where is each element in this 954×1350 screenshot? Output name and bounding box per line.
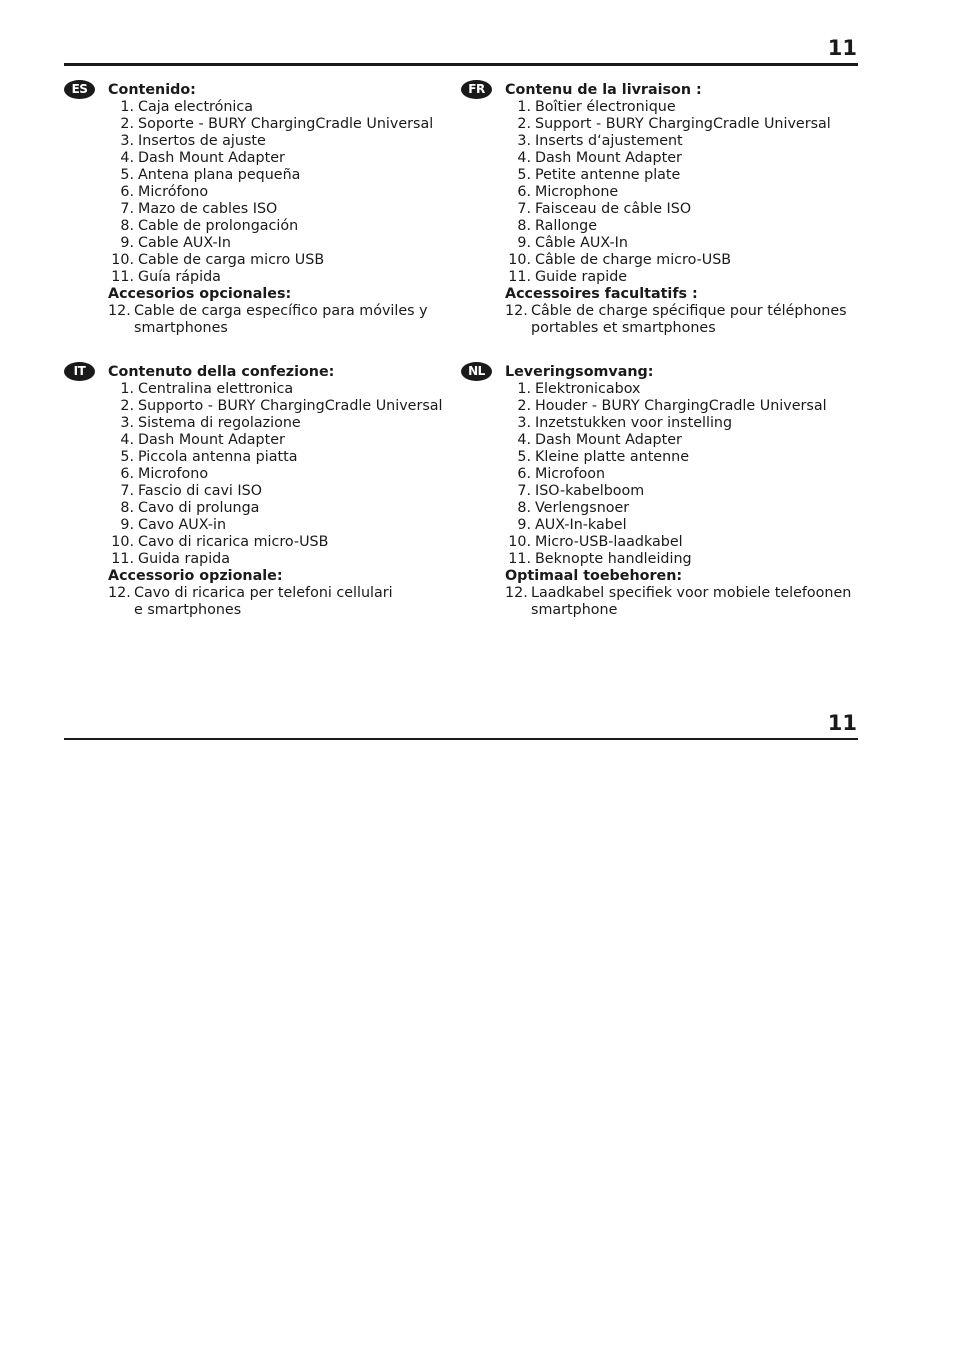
item-text: Caja electrónica — [138, 99, 254, 115]
item-number: 4. — [517, 432, 531, 448]
list-item — [108, 99, 508, 116]
item-text: Fascio di cavi ISO — [138, 483, 262, 499]
item-number: 5. — [517, 449, 531, 465]
item-text: Cavo AUX-in — [138, 517, 227, 533]
accessories-list — [108, 585, 508, 619]
list-item — [505, 517, 905, 534]
item-text: Cable de carga específico para móviles y smartphones — [134, 303, 428, 336]
item-text: Elektronicabox — [535, 381, 641, 397]
item-number: 10. — [111, 252, 134, 268]
item-number: 2. — [120, 398, 134, 414]
item-number: 5. — [120, 167, 134, 183]
list-item — [505, 218, 905, 235]
item-text: Support - BURY ChargingCradle Universal — [535, 116, 831, 132]
list-item — [108, 483, 508, 500]
item-number: 12. — [108, 585, 131, 601]
section-es — [71, 82, 508, 337]
item-number: 3. — [120, 133, 134, 149]
item-text: Houder - BURY ChargingCradle Universal — [535, 398, 827, 414]
item-number: 11. — [508, 269, 531, 285]
item-text: Câble AUX-In — [535, 235, 628, 251]
list-item — [505, 184, 905, 201]
section-it — [73, 364, 508, 619]
item-number: 5. — [120, 449, 134, 465]
accessories-list — [505, 585, 905, 619]
list-item — [505, 235, 905, 252]
item-text: Insertos de ajuste — [138, 133, 266, 149]
item-number: 7. — [120, 201, 134, 217]
item-number: 12. — [505, 303, 528, 319]
item-number: 6. — [517, 466, 531, 482]
item-text: Inzetstukken voor instelling — [535, 415, 733, 431]
item-number: 3. — [517, 133, 531, 149]
item-text: Guide rapide — [535, 269, 628, 285]
item-text: Verlengsnoer — [535, 500, 630, 516]
item-text: Centralina elettronica — [138, 381, 294, 397]
item-text: Boîtier électronique — [535, 99, 676, 115]
item-number: 11. — [508, 551, 531, 567]
item-text: Cavo di ricarica per telefoni cellulari e smartphones — [134, 585, 393, 618]
item-text: Faisceau de câble ISO — [535, 201, 692, 217]
item-text: Cable de carga micro USB — [138, 252, 325, 268]
item-number: 4. — [120, 150, 134, 166]
item-number: 6. — [120, 184, 134, 200]
item-number: 4. — [120, 432, 134, 448]
list-item — [505, 201, 905, 218]
list-item — [108, 235, 508, 252]
page-number-top: 11 — [827, 36, 857, 60]
item-text: Guía rápida — [138, 269, 221, 285]
item-number: 1. — [120, 381, 134, 397]
item-number: 6. — [120, 466, 134, 482]
item-number: 8. — [120, 218, 134, 234]
list-item — [505, 466, 905, 483]
item-number: 6. — [517, 184, 531, 200]
top-rule — [64, 63, 858, 66]
section-heading: Leveringsomvang: — [505, 364, 654, 380]
accessories-heading: Optimaal toebehoren: — [505, 568, 683, 584]
item-text: ISO-kabelboom — [535, 483, 645, 499]
item-text: Cable de prolongación — [138, 218, 299, 234]
item-text: Dash Mount Adapter — [138, 432, 285, 448]
item-number: 3. — [517, 415, 531, 431]
section-heading: Contenido: — [108, 82, 196, 98]
item-text: Microfono — [138, 466, 209, 482]
item-number: 10. — [508, 252, 531, 268]
list-item — [505, 150, 905, 167]
list-item — [108, 184, 508, 201]
item-text: Câble de charge spécifique pour téléphones portables et smartphones — [531, 303, 847, 336]
list-item — [505, 303, 905, 337]
item-number: 11. — [111, 551, 134, 567]
list-item — [505, 99, 905, 116]
item-number: 7. — [517, 483, 531, 499]
list-item — [108, 398, 508, 415]
item-number: 1. — [517, 381, 531, 397]
list-item — [505, 133, 905, 150]
content-list — [505, 99, 905, 286]
list-item — [505, 398, 905, 415]
item-text: Inserts d‘ajustement — [535, 133, 683, 149]
content-list — [108, 99, 508, 286]
bottom-rule — [64, 738, 858, 740]
item-text: Soporte - BURY ChargingCradle Universal — [138, 116, 434, 132]
item-number: 9. — [517, 517, 531, 533]
item-number: 8. — [517, 500, 531, 516]
list-item — [108, 551, 508, 568]
item-number: 1. — [120, 99, 134, 115]
item-text: AUX-In-kabel — [535, 517, 627, 533]
list-item — [108, 585, 508, 619]
section-heading: Contenuto della confezione: — [108, 364, 335, 380]
list-item — [505, 551, 905, 568]
item-number: 12. — [108, 303, 131, 319]
list-item — [108, 218, 508, 235]
section-fr — [468, 82, 905, 337]
language-badge-es: ES — [64, 80, 95, 99]
item-number: 9. — [120, 517, 134, 533]
language-badge-it: IT — [64, 362, 95, 381]
accessories-list — [505, 303, 905, 337]
list-item — [505, 269, 905, 286]
item-text: Dash Mount Adapter — [535, 432, 682, 448]
list-item — [108, 303, 508, 337]
list-item — [108, 201, 508, 218]
list-item — [505, 534, 905, 551]
item-text: Kleine platte antenne — [535, 449, 690, 465]
item-number: 8. — [517, 218, 531, 234]
list-item — [505, 483, 905, 500]
item-text: Rallonge — [535, 218, 598, 234]
content-list — [108, 381, 508, 568]
list-item — [505, 432, 905, 449]
item-number: 2. — [120, 116, 134, 132]
list-item — [505, 415, 905, 432]
list-item — [505, 449, 905, 466]
list-item — [108, 381, 508, 398]
list-item — [108, 449, 508, 466]
list-item — [505, 167, 905, 184]
list-item — [505, 381, 905, 398]
accessories-heading: Accesorios opcionales: — [108, 286, 292, 302]
item-number: 7. — [517, 201, 531, 217]
item-number: 1. — [517, 99, 531, 115]
list-item — [505, 585, 905, 619]
list-item — [108, 116, 508, 133]
section-heading: Contenu de la livraison : — [505, 82, 702, 98]
item-number: 2. — [517, 116, 531, 132]
list-item — [505, 500, 905, 517]
item-text: Piccola antenna piatta — [138, 449, 298, 465]
list-item — [108, 432, 508, 449]
list-item — [108, 269, 508, 286]
item-text: Cable AUX-In — [138, 235, 231, 251]
item-text: Beknopte handleiding — [535, 551, 692, 567]
item-number: 8. — [120, 500, 134, 516]
section-nl — [468, 364, 905, 619]
item-text: Mazo de cables ISO — [138, 201, 278, 217]
item-number: 9. — [120, 235, 134, 251]
accessories-heading: Accessorio opzionale: — [108, 568, 283, 584]
list-item — [108, 466, 508, 483]
item-number: 7. — [120, 483, 134, 499]
list-item — [108, 415, 508, 432]
language-badge-nl: NL — [461, 362, 492, 381]
accessories-list — [108, 303, 508, 337]
item-text: Micro-USB-laadkabel — [535, 534, 683, 550]
language-badge-fr: FR — [461, 80, 492, 99]
item-number: 10. — [508, 534, 531, 550]
page-number-bottom: 11 — [827, 711, 857, 735]
item-text: Micrófono — [138, 184, 209, 200]
item-text: Microphone — [535, 184, 619, 200]
item-number: 10. — [111, 534, 134, 550]
list-item — [505, 116, 905, 133]
item-text: Supporto - BURY ChargingCradle Universal — [138, 398, 443, 414]
item-number: 12. — [505, 585, 528, 601]
item-text: Petite antenne plate — [535, 167, 681, 183]
list-item — [108, 150, 508, 167]
list-item — [108, 500, 508, 517]
item-number: 4. — [517, 150, 531, 166]
item-text: Dash Mount Adapter — [138, 150, 285, 166]
item-number: 5. — [517, 167, 531, 183]
item-text: Cavo di prolunga — [138, 500, 260, 516]
list-item — [108, 534, 508, 551]
item-number: 9. — [517, 235, 531, 251]
list-item — [108, 517, 508, 534]
list-item — [505, 252, 905, 269]
item-text: Cavo di ricarica micro-USB — [138, 534, 329, 550]
item-text: Câble de charge micro-USB — [535, 252, 732, 268]
list-item — [108, 167, 508, 184]
accessories-heading: Accessoires facultatifs : — [505, 286, 698, 302]
item-number: 11. — [111, 269, 134, 285]
item-text: Guida rapida — [138, 551, 231, 567]
item-text: Antena plana pequeña — [138, 167, 301, 183]
item-text: Laadkabel specifiek voor mobiele telefoonen smartphone — [531, 585, 852, 618]
list-item — [108, 252, 508, 269]
item-number: 2. — [517, 398, 531, 414]
list-item — [108, 133, 508, 150]
item-text: Dash Mount Adapter — [535, 150, 682, 166]
item-number: 3. — [120, 415, 134, 431]
item-text: Sistema di regolazione — [138, 415, 301, 431]
content-list — [505, 381, 905, 568]
item-text: Microfoon — [535, 466, 606, 482]
